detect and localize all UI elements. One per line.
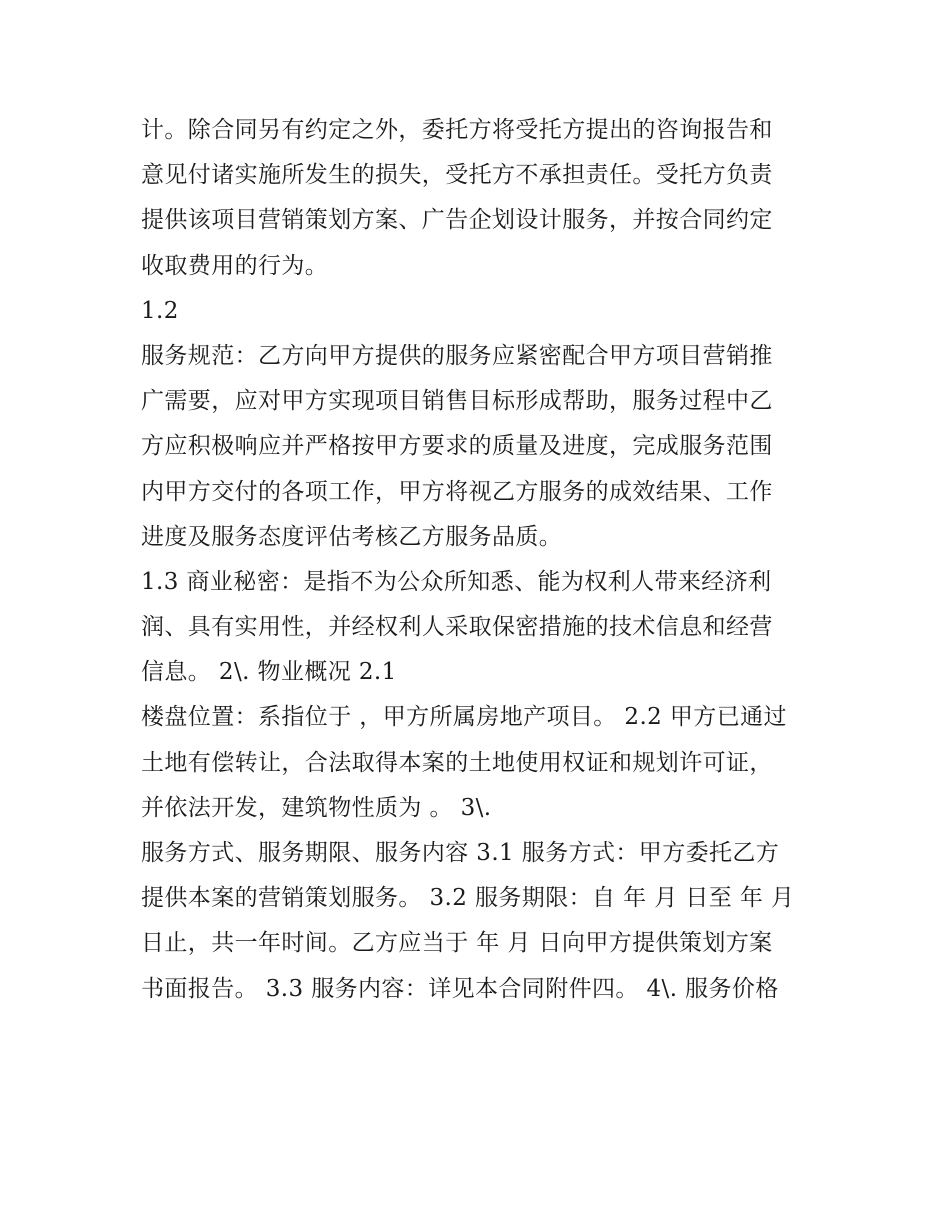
text-line: 日止，共一年时间。乙方应当于 年 月 日向甲方提供策划方案 xyxy=(141,930,773,957)
text-line: 内甲方交付的各项工作，甲方将视乙方服务的成效结果、工作 xyxy=(141,478,773,505)
text-line: 润、具有实用性，并经权利人采取保密措施的技术信息和经营 xyxy=(141,614,773,641)
text-line: 收取费用的行为。 xyxy=(141,252,329,279)
text-line: 土地有偿转让，合法取得本案的土地使用权证和规划许可证， xyxy=(141,749,773,776)
text-line: 方应积极响应并严格按甲方要求的质量及进度，完成服务范围 xyxy=(141,433,773,460)
text-line: 提供本案的营销策划服务。 3.2 服务期限：自 年 月 日至 年 月 xyxy=(141,885,795,912)
text-line: 信息。 2\. 物业概况 2.1 xyxy=(141,659,397,686)
text-line: 提供该项目营销策划方案、广告企划设计服务，并按合同约定 xyxy=(141,207,773,234)
document-body xyxy=(141,108,821,1012)
text-line: 并依法开发，建筑物性质为 。 3\. xyxy=(141,794,492,821)
text-line: 书面报告。 3.3 服务内容：详见本合同附件四。 4\. 服务价格 xyxy=(141,975,779,1002)
text-line: 进度及服务态度评估考核乙方服务品质。 xyxy=(141,523,563,550)
text-line: 服务方式、服务期限、服务内容 3.1 服务方式：甲方委托乙方 xyxy=(141,840,780,866)
text-line: 楼盘位置：系指位于 ，甲方所属房地产项目。 2.2 甲方已通过 xyxy=(141,704,787,731)
text-line: 服务规范：乙方向甲方提供的服务应紧密配合甲方项目营销推 xyxy=(141,342,773,369)
text-line: 意见付诸实施所发生的损失，受托方不承担责任。受托方负责 xyxy=(141,162,773,189)
text-line: 计。除合同另有约定之外，委托方将受托方提出的咨询报告和 xyxy=(141,117,773,143)
section-number: 1.2 xyxy=(141,297,179,324)
text-line: 1.3 商业秘密：是指不为公众所知悉、能为权利人带来经济利 xyxy=(141,568,772,595)
text-line: 广需要，应对甲方实现项目销售目标形成帮助，服务过程中乙 xyxy=(141,388,773,415)
